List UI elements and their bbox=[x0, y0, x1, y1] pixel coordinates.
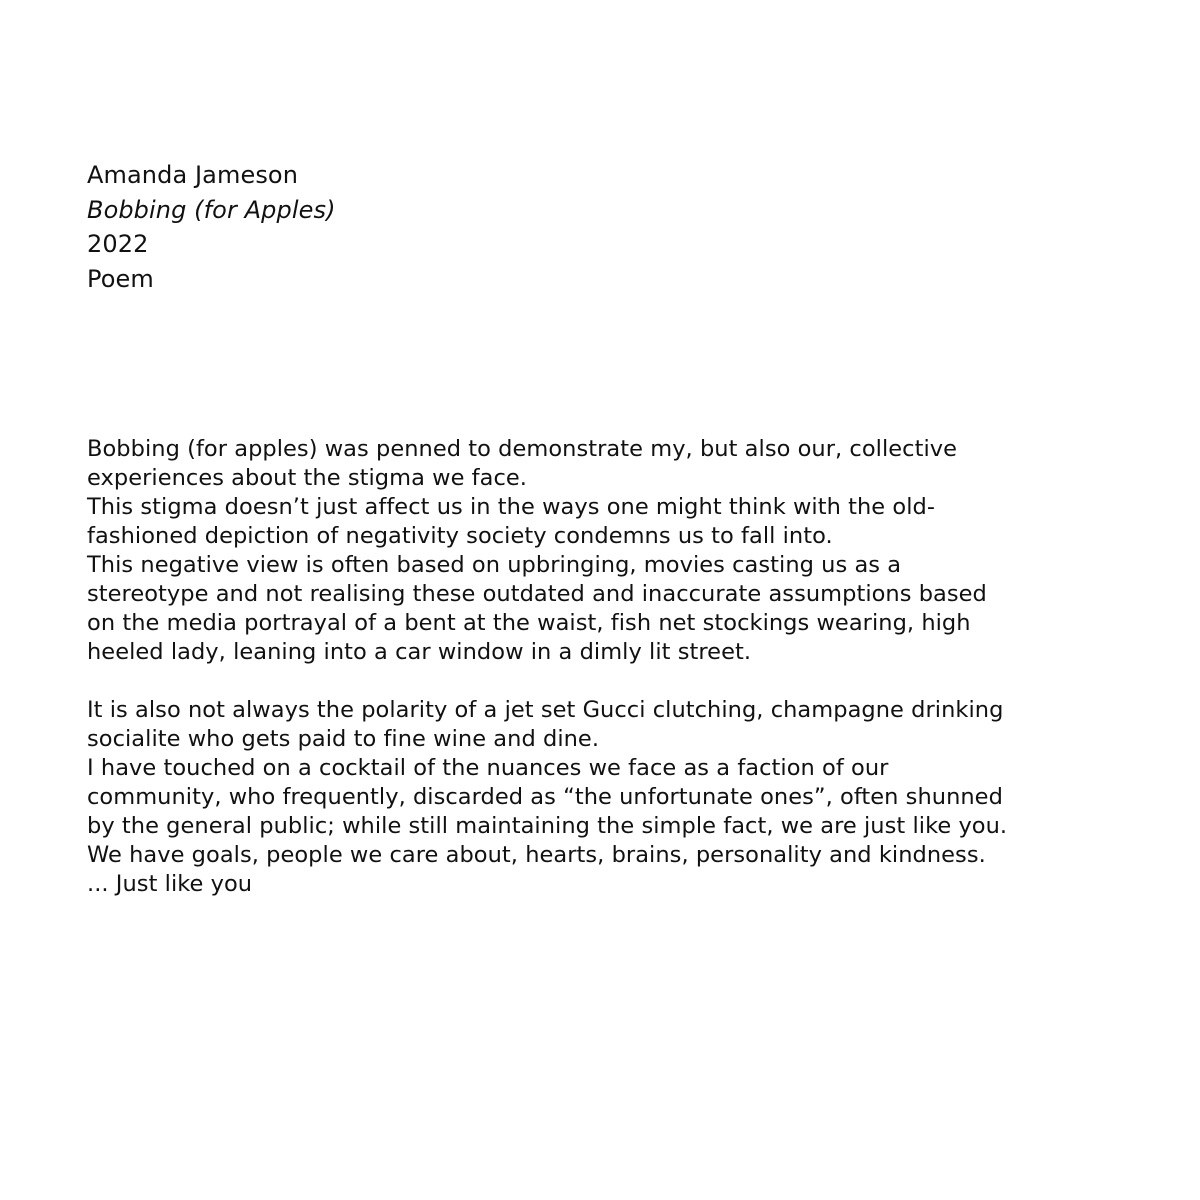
statement-paragraph-1 bbox=[87, 435, 1147, 667]
statement-line: fashioned depiction of negativity society condemns us to fall into. bbox=[87, 523, 833, 549]
statement-line: socialite who gets paid to fine wine and dine. bbox=[87, 726, 600, 752]
statement-paragraph-2 bbox=[87, 696, 1147, 899]
paragraph-spacer bbox=[87, 667, 1147, 696]
artwork-year: 2022 bbox=[87, 230, 149, 258]
statement-line: It is also not always the polarity of a jet set Gucci clutching, champagne drinking bbox=[87, 697, 1004, 723]
statement-line: community, who frequently, discarded as “the unfortunate ones”, often shunned bbox=[87, 784, 1003, 810]
artwork-title: Bobbing (for Apples) bbox=[87, 195, 336, 224]
statement-line: heeled lady, leaning into a car window in a dimly lit street. bbox=[87, 639, 752, 665]
artist-statement bbox=[87, 435, 1147, 899]
statement-line: This negative view is often based on upbringing, movies casting us as a bbox=[87, 552, 902, 578]
artwork-label bbox=[87, 158, 787, 296]
artist-name: Amanda Jameson bbox=[87, 161, 299, 189]
statement-line: I have touched on a cocktail of the nuances we face as a faction of our bbox=[87, 755, 889, 781]
artwork-medium: Poem bbox=[87, 264, 154, 293]
statement-line: stereotype and not realising these outdated and inaccurate assumptions based bbox=[87, 581, 987, 607]
statement-line: We have goals, people we care about, hearts, brains, personality and kindness. bbox=[87, 842, 986, 868]
statement-line: experiences about the stigma we face. bbox=[87, 465, 527, 491]
statement-line: on the media portrayal of a bent at the waist, fish net stockings wearing, high bbox=[87, 610, 971, 636]
statement-line: ... Just like you bbox=[87, 871, 253, 897]
statement-line: This stigma doesn’t just affect us in the ways one might think with the old- bbox=[87, 494, 936, 520]
statement-line: Bobbing (for apples) was penned to demonstrate my, but also our, collective bbox=[87, 436, 958, 462]
statement-line: by the general public; while still maintaining the simple fact, we are just like you. bbox=[87, 813, 1008, 839]
